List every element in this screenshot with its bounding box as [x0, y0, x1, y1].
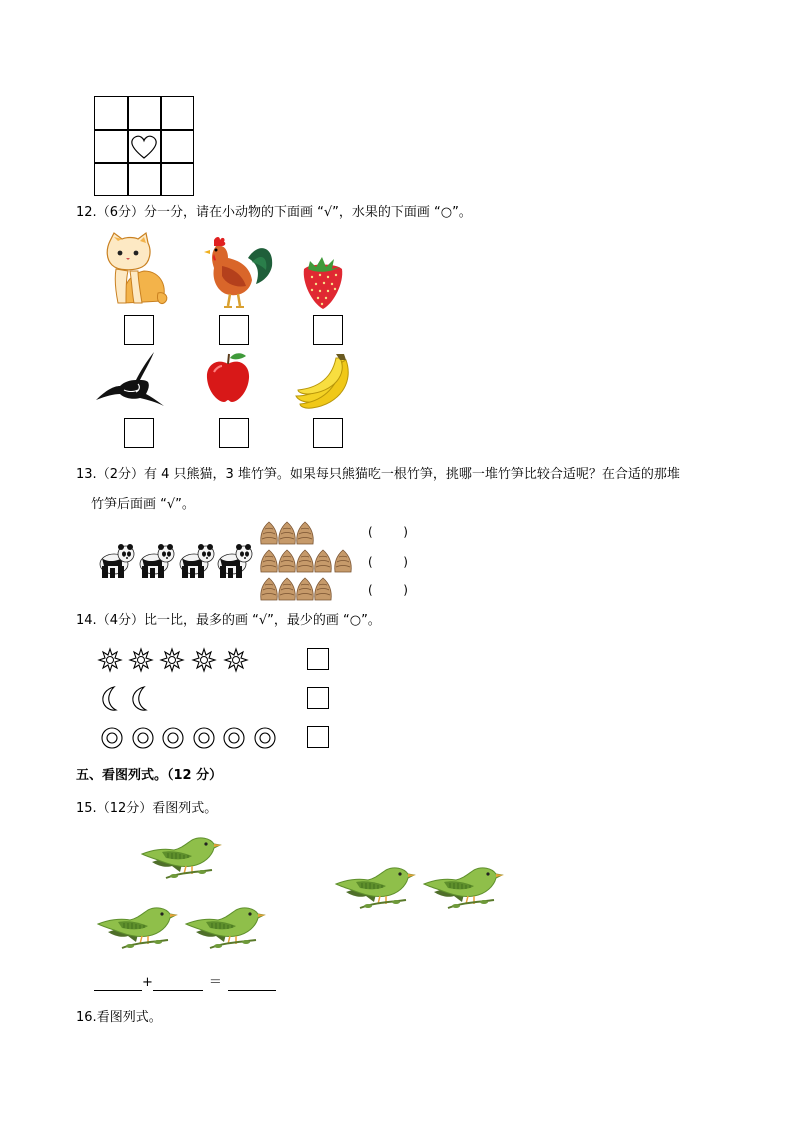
bamboo-shoot-piles	[258, 518, 362, 602]
answer-paren-pile-1[interactable]: ( )	[368, 525, 408, 539]
ring-icon	[163, 728, 183, 748]
banana-icon	[294, 352, 354, 410]
question-number: 14.	[76, 613, 97, 628]
q13-line1	[76, 467, 680, 483]
question-text: 看图列式。	[152, 801, 218, 816]
question-number: 16.	[76, 1010, 97, 1025]
q16-line	[76, 1010, 162, 1026]
star-icon	[225, 649, 247, 671]
panda-icon	[218, 544, 252, 578]
answer-box-strawberry[interactable]	[313, 315, 343, 345]
bird-icon	[186, 908, 266, 948]
question-score: （2分）	[96, 467, 144, 482]
question-score: （4分）	[96, 613, 144, 628]
star-row	[96, 645, 260, 675]
question-text: 有 4 只熊猫，3 堆竹笋。如果每只熊猫吃一根竹笋，挑哪一堆竹笋比较合适呢？在合适的那堆	[143, 467, 680, 482]
q13-line2: 竹笋后面画 “√”。	[91, 497, 195, 512]
q14-line	[76, 613, 381, 629]
bird-icon	[336, 868, 416, 908]
bamboo-pile-3	[261, 578, 331, 600]
ring-icon	[102, 728, 122, 748]
star-icon	[130, 649, 152, 671]
addend-blank-2[interactable]	[153, 976, 203, 991]
apple-icon	[204, 352, 252, 404]
bamboo-pile-2	[261, 550, 351, 572]
bird-icon	[142, 838, 222, 878]
question-score: （12分）	[96, 801, 153, 816]
bamboo-pile-1	[261, 522, 313, 544]
question-text: 分一分，请在小动物的下面画 “√”，水果的下面画 “○”。	[143, 205, 472, 220]
star-icon	[161, 649, 183, 671]
q12-line	[76, 205, 472, 221]
bird-icon	[424, 868, 504, 908]
equation-line	[94, 975, 276, 991]
question-number: 15.	[76, 801, 97, 816]
sum-blank[interactable]	[228, 976, 276, 991]
answer-box-cat[interactable]	[124, 315, 154, 345]
answer-box-apple[interactable]	[219, 418, 249, 448]
swallow-icon	[94, 350, 166, 408]
question-text: 看图列式。	[96, 1010, 162, 1025]
ring-icon	[194, 728, 214, 748]
answer-box-swallow[interactable]	[124, 418, 154, 448]
moon-icon	[133, 687, 146, 710]
ring-icon	[224, 728, 244, 748]
panda-icon	[140, 544, 174, 578]
star-icon	[99, 649, 121, 671]
answer-box-stars[interactable]	[307, 648, 329, 670]
equals-sign: ＝	[208, 975, 222, 990]
question-number: 13.	[76, 467, 97, 482]
cat-icon	[104, 231, 170, 307]
ring-row	[98, 725, 280, 751]
question-score: （6分）	[96, 205, 144, 220]
answer-paren-pile-2[interactable]: ( )	[368, 555, 408, 569]
panda-icon	[100, 544, 134, 578]
ring-icon	[133, 728, 153, 748]
plus-sign: +	[142, 975, 153, 990]
question-number: 12.	[76, 205, 97, 220]
answer-box-rooster[interactable]	[219, 315, 249, 345]
position-grid	[94, 96, 194, 196]
strawberry-icon	[300, 253, 346, 311]
answer-paren-pile-3[interactable]: ( )	[368, 583, 408, 597]
moon-icon	[103, 687, 116, 710]
answer-box-rings[interactable]	[307, 726, 329, 748]
rooster-icon	[202, 236, 276, 310]
heart-outline-icon	[130, 134, 158, 160]
bird-picture	[92, 826, 512, 966]
q15-line	[76, 801, 217, 817]
bird-icon	[98, 908, 178, 948]
addend-blank-1[interactable]	[94, 976, 142, 991]
moon-row	[100, 685, 160, 713]
answer-box-moons[interactable]	[307, 687, 329, 709]
star-icon	[193, 649, 215, 671]
ring-icon	[255, 728, 275, 748]
answer-box-banana[interactable]	[313, 418, 343, 448]
question-text: 比一比，最多的画 “√”，最少的画 “○”。	[143, 613, 381, 628]
panda-icon	[180, 544, 214, 578]
section-title: 五、看图列式。（12 分）	[76, 768, 223, 783]
panda-group	[92, 540, 256, 580]
